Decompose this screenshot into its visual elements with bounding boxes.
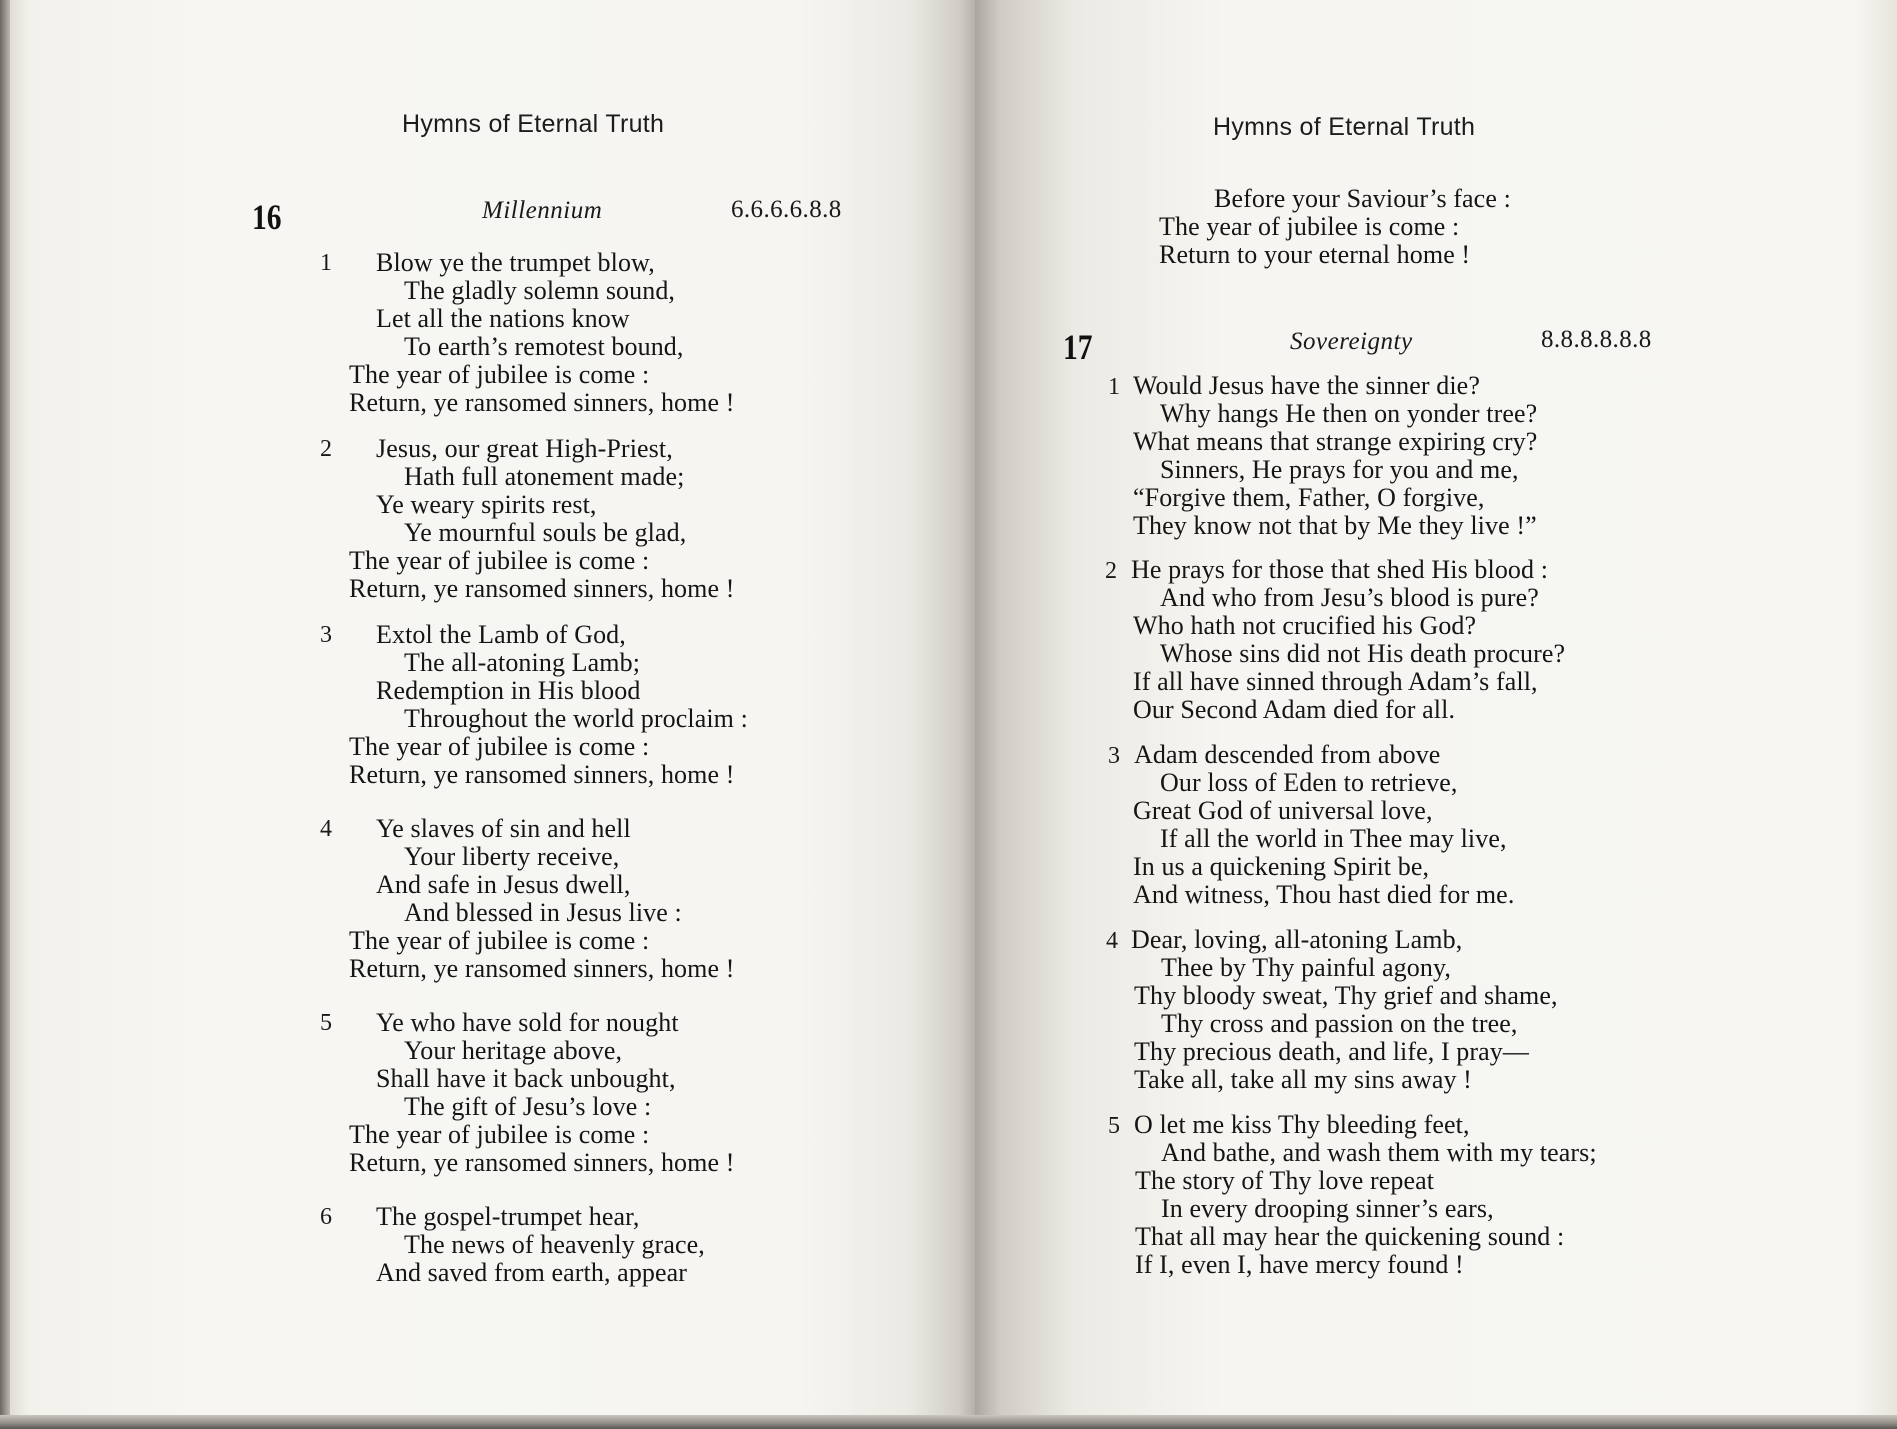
- verse-line: Return, ye ransomed sinners, home !: [349, 574, 735, 603]
- verse-line: Blow ye the trumpet blow,: [376, 248, 655, 277]
- verse-line: Ye slaves of sin and hell: [376, 814, 631, 843]
- verse-line: The gospel-trumpet hear,: [376, 1202, 640, 1231]
- verse-line: The year of jubilee is come :: [349, 360, 650, 389]
- verse-line: Ye mournful souls be glad,: [404, 518, 687, 547]
- page-edge: [0, 0, 10, 1429]
- verse-number: 4: [320, 816, 332, 842]
- continuation-line: The year of jubilee is come :: [1159, 212, 1460, 241]
- verse-line: Great God of universal love,: [1133, 796, 1433, 825]
- verse-line: Would Jesus have the sinner die?: [1133, 371, 1480, 400]
- verse-line: Our loss of Eden to retrieve,: [1160, 768, 1458, 797]
- verse-line: And who from Jesu’s blood is pure?: [1160, 583, 1539, 612]
- verse-line: The year of jubilee is come :: [349, 732, 650, 761]
- verse-line: Sinners, He prays for you and me,: [1160, 455, 1519, 484]
- verse-line: Thy precious death, and life, I pray—: [1134, 1037, 1530, 1066]
- verse-line: And bathe, and wash them with my tears;: [1161, 1138, 1597, 1167]
- verse-line: Jesus, our great High-Priest,: [376, 434, 673, 463]
- verse-line: Return, ye ransomed sinners, home !: [349, 1148, 735, 1177]
- verse-line: In every drooping sinner’s ears,: [1161, 1194, 1494, 1223]
- verse-line: Your heritage above,: [404, 1036, 623, 1065]
- verse-line: They know not that by Me they live !”: [1133, 511, 1537, 540]
- verse-line: That all may hear the quickening sound :: [1135, 1222, 1565, 1251]
- verse-line: Thee by Thy painful agony,: [1161, 953, 1451, 982]
- hymn-meter: 8.8.8.8.8.8: [1541, 326, 1652, 353]
- verse-line: The gladly solemn sound,: [404, 276, 676, 305]
- verse-line: Return, ye ransomed sinners, home !: [349, 760, 735, 789]
- verse-line: Extol the Lamb of God,: [376, 620, 626, 649]
- verse-line: Who hath not crucified his God?: [1133, 611, 1477, 640]
- verse-line: Shall have it back unbought,: [376, 1064, 676, 1093]
- verse-number: 2: [320, 436, 332, 462]
- verse-line: The news of heavenly grace,: [404, 1230, 705, 1259]
- verse-number: 6: [320, 1204, 332, 1230]
- verse-number: 3: [320, 622, 332, 648]
- verse-line: The year of jubilee is come :: [349, 1120, 650, 1149]
- verse-line: Hath full atonement made;: [404, 462, 685, 491]
- right-page: [975, 0, 1897, 1429]
- verse-line: And saved from earth, appear: [376, 1258, 688, 1287]
- verse-line: Your liberty receive,: [404, 842, 620, 871]
- verse-number: 3: [1108, 743, 1120, 769]
- verse-line: Dear, loving, all-atoning Lamb,: [1131, 925, 1463, 954]
- verse-line: The year of jubilee is come :: [349, 546, 650, 575]
- verse-line: Redemption in His blood: [376, 676, 641, 705]
- hymn-number: 17: [1063, 327, 1093, 367]
- verse-line: Return, ye ransomed sinners, home !: [349, 954, 735, 983]
- verse-line: In us a quickening Spirit be,: [1133, 852, 1430, 881]
- verse-line: If all the world in Thee may live,: [1160, 824, 1507, 853]
- verse-line: Throughout the world proclaim :: [404, 704, 748, 733]
- verse-line: And witness, Thou hast died for me.: [1133, 880, 1515, 909]
- verse-line: O let me kiss Thy bleeding feet,: [1134, 1110, 1470, 1139]
- tune-name: Sovereignty: [1290, 328, 1413, 355]
- verse-line: To earth’s remotest bound,: [404, 332, 684, 361]
- hymn-number: 16: [252, 197, 282, 237]
- verse-line: Ye who have sold for nought: [376, 1008, 679, 1037]
- verse-line: Adam descended from above: [1134, 740, 1441, 769]
- verse-line: If all have sinned through Adam’s fall,: [1133, 667, 1538, 696]
- book-bottom-edge: [0, 1415, 1897, 1429]
- verse-number: 5: [1108, 1113, 1120, 1139]
- verse-number: 4: [1106, 928, 1118, 954]
- verse-line: Take all, take all my sins away !: [1134, 1065, 1472, 1094]
- continuation-line: Return to your eternal home !: [1159, 240, 1471, 269]
- verse-line: Our Second Adam died for all.: [1133, 695, 1456, 724]
- running-head: Hymns of Eternal Truth: [1213, 113, 1476, 141]
- verse-line: Return, ye ransomed sinners, home !: [349, 388, 735, 417]
- verse-line: Thy bloody sweat, Thy grief and shame,: [1134, 981, 1558, 1010]
- verse-line: Why hangs He then on yonder tree?: [1160, 399, 1538, 428]
- verse-line: The gift of Jesu’s love :: [404, 1092, 652, 1121]
- verse-line: The story of Thy love repeat: [1135, 1166, 1435, 1195]
- verse-line: Whose sins did not His death procure?: [1160, 639, 1566, 668]
- verse-line: And safe in Jesus dwell,: [376, 870, 631, 899]
- verse-line: He prays for those that shed His blood :: [1131, 555, 1549, 584]
- verse-number: 1: [320, 250, 332, 276]
- verse-line: If I, even I, have mercy found !: [1135, 1250, 1464, 1279]
- tune-name: Millennium: [482, 197, 603, 224]
- verse-line: The year of jubilee is come :: [349, 926, 650, 955]
- continuation-line: Before your Saviour’s face :: [1214, 184, 1511, 213]
- verse-number: 2: [1105, 558, 1117, 584]
- verse-line: What means that strange expiring cry?: [1133, 427, 1538, 456]
- running-head: Hymns of Eternal Truth: [402, 110, 665, 138]
- verse-line: Let all the nations know: [376, 304, 630, 333]
- verse-line: “Forgive them, Father, O forgive,: [1133, 483, 1485, 512]
- verse-line: Ye weary spirits rest,: [376, 490, 597, 519]
- verse-line: And blessed in Jesus live :: [404, 898, 682, 927]
- verse-number: 5: [320, 1010, 332, 1036]
- verse-line: Thy cross and passion on the tree,: [1161, 1009, 1518, 1038]
- hymn-meter: 6.6.6.6.8.8: [731, 196, 842, 223]
- verse-number: 1: [1108, 374, 1120, 400]
- verse-line: The all-atoning Lamb;: [404, 648, 641, 677]
